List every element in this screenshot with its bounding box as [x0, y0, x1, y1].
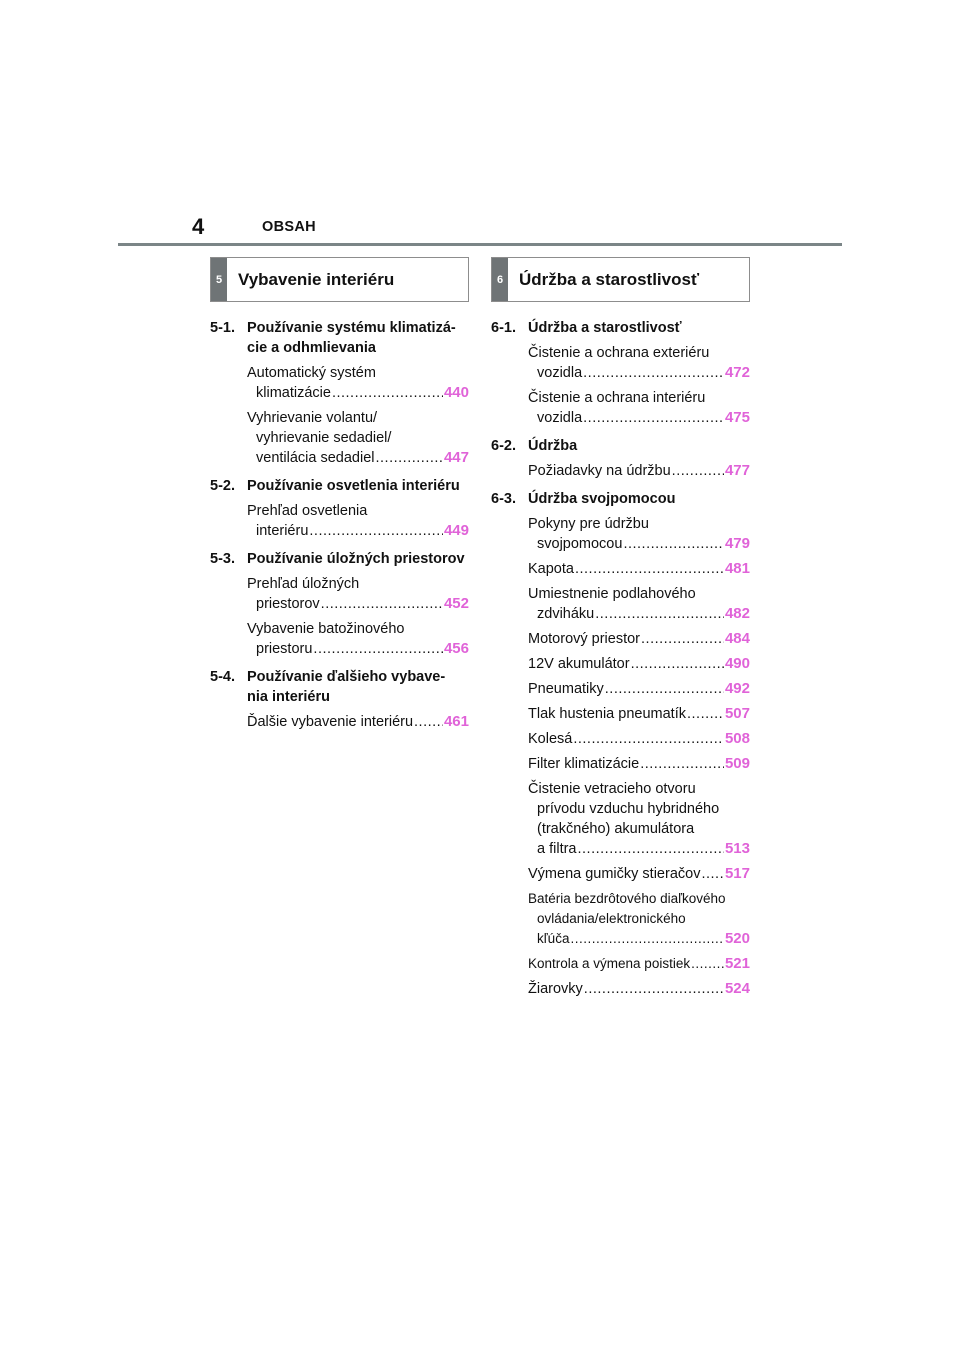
entry-text-line: Vybavenie batožinového: [247, 621, 405, 637]
chapter-number: 6-2.: [491, 438, 516, 454]
entry-text-line: priestoru: [256, 641, 313, 657]
toc-chapter: [210, 667, 469, 732]
entry-text-line: Čistenie vetracieho otvoru: [528, 781, 696, 797]
toc-entry[interactable]: [528, 388, 750, 428]
entry-text-line: klimatizácie: [256, 385, 331, 401]
section-header: [210, 257, 469, 302]
chapter-number: 5-3.: [210, 551, 235, 567]
toc-entry[interactable]: [528, 629, 750, 649]
toc-chapter: [210, 476, 469, 541]
toc-chapter: [210, 318, 469, 468]
toc-entry[interactable]: [528, 779, 750, 859]
entry-last-line: [528, 408, 750, 428]
page-link[interactable]: 513: [724, 840, 750, 857]
entry-text-line: Prehľad úložných: [247, 576, 360, 592]
chapter-title-text: [247, 318, 469, 358]
entry-text-line: Požiadavky na údržbu: [528, 463, 671, 479]
dot-leader: [687, 704, 724, 724]
entry-text-line: kľúča: [537, 931, 570, 946]
chapter-title-line: Údržba: [528, 438, 578, 454]
dot-leader: [332, 383, 443, 403]
entry-text-line: Kontrola a výmena poistiek: [528, 956, 691, 971]
section-column-5: [210, 257, 469, 732]
dot-leader: [623, 534, 724, 554]
dot-leader: [309, 521, 443, 541]
entry-last-line: [528, 534, 750, 554]
entry-text-line: Kolesá: [528, 731, 573, 747]
page-header: [0, 0, 960, 250]
entry-text-line: Čistenie a ochrana exteriéru: [528, 345, 710, 361]
toc-entry[interactable]: [247, 408, 469, 468]
entry-text-line: Automatický systém: [247, 365, 376, 381]
entry-text-line: Motorový priestor: [528, 631, 641, 647]
entry-last-line: [528, 363, 750, 383]
page-link[interactable]: 481: [724, 560, 750, 577]
entry-text-line: Batéria bezdrôtového diaľkového: [528, 891, 726, 906]
chapter-title-text: [247, 476, 469, 496]
chapter-title-line: Údržba svojpomocou: [528, 491, 676, 507]
entry-last-line: [528, 864, 750, 884]
dot-leader: [672, 461, 724, 481]
entry-text-line: priestorov: [256, 596, 320, 612]
page-link[interactable]: 520: [724, 930, 750, 947]
entry-text-line: interiéru: [256, 523, 309, 539]
page-link[interactable]: 492: [724, 680, 750, 697]
toc-entry[interactable]: [247, 574, 469, 614]
toc-entries: [491, 318, 750, 999]
toc-chapter: [491, 318, 750, 428]
entry-last-line: [528, 979, 750, 999]
entry-last-line: [247, 448, 469, 468]
entry-text-line: svojpomocou: [537, 536, 623, 552]
toc-entry[interactable]: [528, 754, 750, 774]
entry-last-line: [247, 712, 469, 732]
entry-text-line: Prehľad osvetlenia: [247, 503, 368, 519]
chapter-title-text: [528, 489, 750, 509]
entry-text-line: Umiestnenie podlahového: [528, 586, 696, 602]
chapter-title-line: nia interiéru: [247, 689, 330, 705]
chapter-title-line: cie a odhmlievania: [247, 340, 376, 356]
page-number: 4: [192, 214, 205, 239]
page-link[interactable]: 524: [724, 980, 750, 997]
entry-text-line: vyhrievanie sedadiel/: [256, 430, 392, 446]
chapter-title[interactable]: [210, 667, 469, 707]
dot-leader: [376, 448, 443, 468]
entry-last-line: [528, 629, 750, 649]
toc-entry[interactable]: [528, 461, 750, 481]
dot-leader: [701, 864, 724, 884]
toc-entry[interactable]: [247, 363, 469, 403]
page-link[interactable]: 482: [724, 605, 750, 622]
toc-entry[interactable]: [528, 979, 750, 999]
dot-leader: [570, 929, 724, 949]
chapter-title[interactable]: [210, 318, 469, 358]
toc-entry[interactable]: [528, 889, 750, 949]
page-link[interactable]: 477: [724, 462, 750, 479]
entry-last-line: [247, 521, 469, 541]
entry-text-line: Pokyny pre údržbu: [528, 516, 649, 532]
dot-leader: [321, 594, 443, 614]
dot-leader: [631, 654, 724, 674]
chapter-title[interactable]: [491, 318, 750, 338]
toc-entry[interactable]: [528, 704, 750, 724]
chapter-title-line: Používanie osvetlenia interiéru: [247, 478, 460, 494]
toc-entry[interactable]: [528, 654, 750, 674]
entry-text-line: Žiarovky: [528, 981, 583, 997]
entry-last-line: [528, 604, 750, 624]
dot-leader: [575, 559, 724, 579]
toc-chapter: [210, 549, 469, 659]
page-link[interactable]: 475: [724, 409, 750, 426]
chapter-number: 5-2.: [210, 478, 235, 494]
entry-text-line: (trakčného) akumulátora: [537, 821, 695, 837]
page-link[interactable]: 484: [724, 630, 750, 647]
toc-entry[interactable]: [528, 864, 750, 884]
entry-last-line: [528, 839, 750, 859]
entry-text-line: prívodu vzduchu hybridného: [537, 801, 720, 817]
toc-entry[interactable]: [528, 679, 750, 699]
entry-last-line: [528, 729, 750, 749]
chapter-number: 5-4.: [210, 669, 235, 685]
dot-leader: [595, 604, 724, 624]
page-link[interactable]: 508: [724, 730, 750, 747]
entry-text-line: Filter klimatizácie: [528, 756, 640, 772]
section-tab: 5: [211, 258, 227, 301]
page-link[interactable]: 521: [724, 955, 750, 972]
page-link[interactable]: 449: [443, 522, 469, 539]
chapter-title[interactable]: [491, 436, 750, 456]
toc-chapter: [491, 489, 750, 999]
page-link[interactable]: 461: [443, 713, 469, 730]
chapter-title-text: [528, 318, 750, 338]
entry-last-line: [528, 461, 750, 481]
chapter-title-line: Používanie úložných priestorov: [247, 551, 465, 567]
dot-leader: [578, 839, 724, 859]
page-link[interactable]: 472: [724, 364, 750, 381]
toc-entry[interactable]: [528, 584, 750, 624]
entry-text-line: 12V akumulátor: [528, 656, 630, 672]
entry-text-line: Čistenie a ochrana interiéru: [528, 390, 706, 406]
entry-last-line: [528, 754, 750, 774]
chapter-title-text: [247, 667, 469, 707]
page-link[interactable]: 447: [443, 449, 469, 466]
chapter-title-line: Údržba a starostlivosť: [528, 320, 682, 336]
page-link[interactable]: 509: [724, 755, 750, 772]
toc-entry[interactable]: [247, 712, 469, 732]
toc-entry[interactable]: [528, 514, 750, 554]
dot-leader: [605, 679, 724, 699]
chapter-title-line: Používanie systému klimatizá-: [247, 320, 456, 336]
entry-text-line: Tlak hustenia pneumatík: [528, 706, 686, 722]
toc-entry[interactable]: [247, 501, 469, 541]
entry-last-line: [528, 679, 750, 699]
entry-last-line: [528, 704, 750, 724]
section-title: Vybavenie interiéru: [238, 269, 395, 289]
entry-text-line: Kapota: [528, 561, 574, 577]
entry-last-line: [528, 559, 750, 579]
entry-text-line: ventilácia sedadiel: [256, 450, 375, 466]
chapter-title-text: [247, 549, 469, 569]
page-link[interactable]: 490: [724, 655, 750, 672]
toc-chapter: [491, 436, 750, 481]
chapter-title-line: Používanie ďalšieho vybave-: [247, 669, 446, 685]
chapter-title-text: [528, 436, 750, 456]
page-link[interactable]: 479: [724, 535, 750, 552]
chapter-number: 6-1.: [491, 320, 516, 336]
entry-last-line: [528, 954, 750, 974]
dot-leader: [414, 712, 443, 732]
entry-text-line: Vyhrievanie volantu/: [247, 410, 378, 426]
page-link[interactable]: 452: [443, 595, 469, 612]
section-title: Údržba a starostlivosť: [519, 269, 700, 289]
entry-last-line: [247, 639, 469, 659]
dot-leader: [583, 408, 724, 428]
toc-entry[interactable]: [528, 954, 750, 974]
chapter-title[interactable]: [210, 476, 469, 496]
dot-leader: [640, 754, 724, 774]
page-link[interactable]: 507: [724, 705, 750, 722]
entry-text-line: ovládania/elektronického: [537, 911, 686, 926]
section-tab: 6: [492, 258, 508, 301]
chapter-number: 5-1.: [210, 320, 235, 336]
entry-text-line: Pneumatiky: [528, 681, 604, 697]
entry-text-line: zdviháku: [537, 606, 595, 622]
chapter-title[interactable]: [210, 549, 469, 569]
entry-text-line: Výmena gumičky stieračov: [528, 866, 701, 882]
section-header: [491, 257, 750, 302]
entry-last-line: [247, 594, 469, 614]
entry-last-line: [528, 929, 750, 949]
entry-last-line: [247, 383, 469, 403]
entry-text-line: a filtra: [537, 841, 577, 857]
entry-text-line: vozidla: [537, 365, 583, 381]
toc-entry[interactable]: [528, 729, 750, 749]
toc-entry[interactable]: [247, 619, 469, 659]
toc-entries: [210, 318, 469, 732]
page-link[interactable]: 440: [443, 384, 469, 401]
header-divider: [118, 243, 842, 246]
chapter-number: 6-3.: [491, 491, 516, 507]
section-column-6: [491, 257, 750, 999]
toc-entry[interactable]: [528, 343, 750, 383]
dot-leader: [583, 363, 724, 383]
dot-leader: [584, 979, 724, 999]
entry-text-line: Ďalšie vybavenie interiéru: [247, 714, 414, 730]
toc-entry[interactable]: [528, 559, 750, 579]
entry-last-line: [528, 654, 750, 674]
dot-leader: [573, 729, 724, 749]
page-title: OBSAH: [262, 219, 316, 235]
page-link[interactable]: 456: [443, 640, 469, 657]
dot-leader: [691, 954, 724, 974]
dot-leader: [641, 629, 724, 649]
dot-leader: [313, 639, 443, 659]
entry-text-line: vozidla: [537, 410, 583, 426]
page-link[interactable]: 517: [724, 865, 750, 882]
chapter-title[interactable]: [491, 489, 750, 509]
